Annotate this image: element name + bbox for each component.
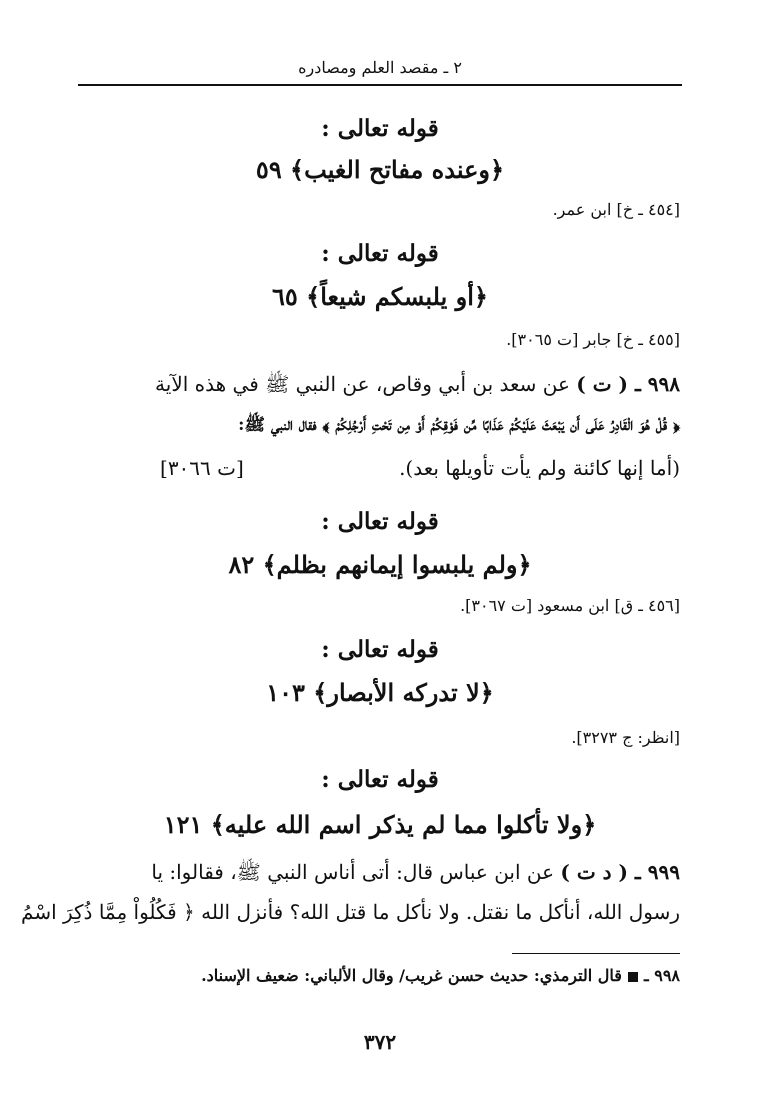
footnote-number: ٩٩٨ ـ [643, 966, 680, 985]
footnote [201, 966, 680, 985]
section-heading: قوله تعالى : [321, 115, 439, 142]
hadith-998-line-1 [80, 372, 680, 401]
hadith-text: عن ابن عباس قال: أتى أناس النبي ﷺ، فقالوا: يا [151, 860, 561, 884]
hadith-999-line-2: رسول الله، أنأكل ما نقتل. ولا نأكل ما قتل الله؟ فأنزل الله ﴿ فَكُلُواْ مِمَّا ذُكِرَ اسْمُ [21, 900, 680, 924]
hadith-text: (أما إنها كائنة ولم يأت تأويلها بعد). [399, 456, 680, 480]
running-head: ٢ ـ مقصد العلم ومصادره [298, 58, 462, 77]
hadith-reference: [ت ٣٠٦٦] [160, 456, 244, 480]
verse-title: ﴿وعنده مفاتح الغيب﴾ ٥٩ [255, 155, 505, 184]
section-heading: قوله تعالى : [321, 636, 439, 663]
verse-title: ﴿لا تدركه الأبصار﴾ ١٠٣ [266, 678, 494, 707]
verse-title: ﴿ولم يلبسوا إيمانهم بظلم﴾ ٨٢ [228, 550, 532, 579]
verse-title: ﴿ولا تأكلوا مما لم يذكر اسم الله عليه﴾ ١٢١ [163, 810, 597, 839]
square-bullet-icon [628, 972, 638, 982]
hadith-999-line-1 [80, 860, 680, 889]
hadith-text: عن سعد بن أبي وقاص، عن النبي ﷺ في هذه الآية [155, 372, 577, 396]
reference-line: [٤٥٤ ـ خ] ابن عمر. [552, 200, 680, 219]
section-heading: قوله تعالى : [321, 240, 439, 267]
hadith-998-line-3 [80, 456, 680, 480]
page-number: ٣٧٢ [363, 1030, 397, 1054]
reference-line: [٤٥٦ ـ ق] ابن مسعود [ت ٣٠٦٧]. [460, 596, 680, 615]
section-heading: قوله تعالى : [321, 766, 439, 793]
reference-line: [٤٥٥ ـ خ] جابر [ت ٣٠٦٥]. [506, 330, 680, 349]
reference-line: [انظر: ج ٣٢٧٣]. [571, 728, 680, 747]
hadith-number: ٩٩٨ ـ ( ت ) [576, 372, 680, 396]
section-heading: قوله تعالى : [321, 508, 439, 535]
hadith-998-line-2: ﴿ قُلْ هُوَ الْقَادِرُ عَلَى أَن يَبْعَثَ عَلَيْكُمْ عَذَابًا مِّن فَوْقِكُمْ أَوْ مِن تَحْتِ أَرْجُلِكُمْ ﴾ فقال النبي ﷺ: [238, 415, 680, 435]
verse-title: ﴿أو يلبسكم شيعاً﴾ ٦٥ [272, 282, 488, 311]
footnote-text: قال الترمذي: حديث حسن غريب/ وقال الألباني: ضعيف الإسناد. [201, 966, 622, 985]
header-rule [78, 84, 682, 86]
footnote-rule [512, 953, 680, 954]
hadith-number: ٩٩٩ ـ ( د ت ) [560, 860, 680, 884]
